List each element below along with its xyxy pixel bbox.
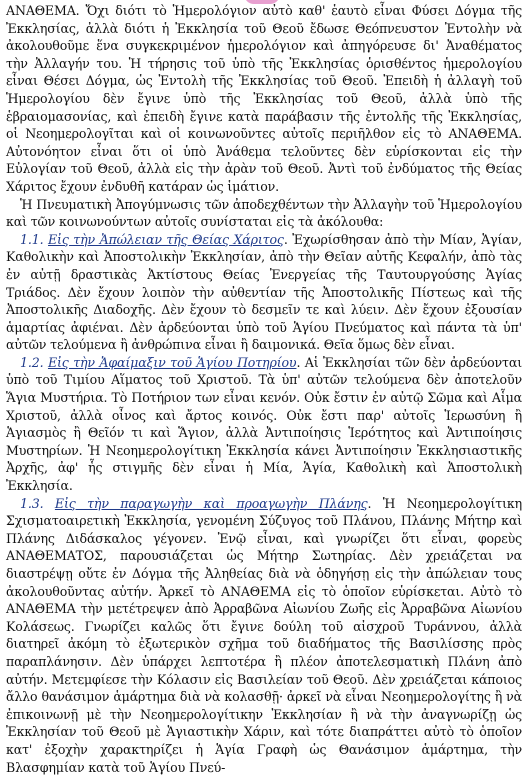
section-heading: Εἰς τὴν παραγωγὴν καὶ προαγωγὴν Πλάνης: [54, 495, 368, 511]
section-number: 1.1.: [20, 231, 44, 247]
section-heading: Εἰς τὴν Ἀφαίμαξιν τοῦ Ἁγίου Ποτηρίου: [47, 354, 297, 370]
section-1-3: [6, 495, 522, 776]
section-body: . Αἱ Ἐκκλησίαι τῶν δὲν ἀρδεύονται ὑπὸ τοῦ Τιμίου Αἵματος τοῦ Χριστοῦ. Τὰ ὑπ' αὐτῶν τελούμενα δὲν ἀποτελοῦν Ἅγια Μυστήρια. Τὸ Ποτήριον των εἶναι κενόν. Οὐκ ἔστιν ἐν αὐτῷ Σῶμα καὶ Αἷμα Χριστοῦ, ἀλλὰ οἶνος καὶ ἄρτος κοινός. Οὐκ ἔστι παρ' αὐτοῖς Ἱερωσύνη ἢ Ἁγιασμὸς ἢ Θεῖόν τι καὶ Ἅγιον, ἀλλὰ Ἀντιποίησις Ἱερότητος καὶ Ἀντιποίησις Μυστηρίων. Ἡ Νεοημερολογίτικη Ἐκκλησία κάνει Ἀντιποίησιν Ἐκκλησιαστικῆς Ἀρχῆς, ἀφ' ἧς στιγμῆς δὲν εἶναι ἡ Μία, Ἁγία, Καθολικὴ καὶ Ἀποστολικὴ Ἐκκλησία.: [6, 354, 523, 494]
section-1-1: [6, 231, 522, 354]
section-number: 1.3.: [20, 495, 44, 511]
section-body: . Ἐχωρίσθησαν ἀπὸ τὴν Μίαν, Ἁγίαν, Καθολικὴν καὶ Ἀποστολικὴν Ἐκκλησίαν, ἀπὸ τὴν Θεῖαν αὐτῆς Κεφαλήν, ἀπὸ τὰς ἐν αὐτῇ δραστικὰς Ἀκτίστους Θείας Ἐνεργείας τῆς Ταυτουργούσης Ἁγίας Τριάδος. Δὲν ἔχουν λοιπὸν τὴν αὐθεντίαν τῆς Ἀποστολικῆς Πίστεως καὶ τῆς Ἀποστολικῆς Διαδοχῆς. Δὲν ἔχουν τὸ δεσμεῖν τε καὶ λύειν. Δὲν ἔχουν ἐξουσίαν ἁμαρτίας ἀφιέναι. Δὲν ἀρδεύονται ὑπὸ τοῦ Ἁγίου Πνεύματος καὶ πάντα τὰ ὑπ' αὐτῶν τελούμενα ἢ ἀνθρώπινα εἶναι ἢ δαιμονικά. Θεῖα ὅμως δὲν εἶναι.: [6, 231, 523, 353]
document-page: [6, 2, 522, 776]
section-heading: Εἰς τὴν Ἀπώλειαν τῆς Θείας Χάριτος: [48, 231, 284, 247]
paragraph-anathema: ΑΝΑΘΕΜΑ. Ὄχι διότι τὸ Ἡμερολόγιον αὐτὸ καθ' ἑαυτὸ εἶναι Φύσει Δόγμα τῆς Ἐκκλησίας, ἀλλὰ διότι ἡ Ἐκκλησία τοῦ Θεοῦ ἔδωσε Θεόπνευστον Ἐντολὴν νὰ ἀκολουθοῦμε ἕνα συγκεκριμένον ἡμερολόγιον καὶ ἀπηγόρευσε δι' Ἀναθέματος τὴν Ἀλλαγήν του. Ἡ τήρησις τοῦ ὑπὸ τῆς Ἐκκλησίας ὁρισθέντος ἡμερολογίου εἶναι Θέσει Δόγμα, ὡς Ἐντολὴ τῆς Ἐκκλησίας τοῦ Θεοῦ. Ἐπειδὴ ἡ ἀλλαγὴ τοῦ Ἡμερολογίου δὲν ἔγινε ὑπὸ τῆς Ἐκκλησίας τοῦ Θεοῦ, ἀλλὰ ὑπὸ τῆς ἑβραιομασονίας, καὶ ἐπειδὴ ἔγινε κατὰ παράβασιν τῆς ἐντολῆς τῆς Ἐκκλησίας, οἱ Νεοημερολογῖται καὶ οἱ κοινωνοῦντες αὐτοῖς περιῆλθον εἰς τὸ ΑΝΑΘΕΜΑ. Αὐτονόητον εἶναι ὅτι οἱ ὑπὸ Ἀνάθεμα τελοῦντες δὲν εὑρίσκονται εἰς τὴν Εὐλογίαν τοῦ Θεοῦ, ἀλλὰ εἰς τὴν ἀρὰν τοῦ Θεοῦ. Ἀντὶ τοῦ ἐνδύματος τῆς Θείας Χάριτος ἔχουν ἐνδυθῆ κατάραν ὡς ἱμάτιον.: [6, 3, 522, 194]
section-body: . Ἡ Νεοημερολογίτικη Σχισματοαιρετικὴ Ἐκκλησία, γενομένη Σύζυγος τοῦ Πλάνου, Πλάνης Μήτηρ καὶ Πλάνης Διδάσκαλος γέγονεν. Ἐνῷ εἶναι, καὶ γνωρίζει ὅτι εἶναι, φορεὺς ΑΝΑΘΕΜΑΤΟΣ, παρουσιάζεται ὡς Μήτηρ Σωτηρίας. Δὲν χρειάζεται να διαστρέψῃ οὔτε ἐν Δόγμα τῆς Ἀληθείας διὰ νὰ ὁδηγήσῃ εἰς τὴν ἀπώλειαν τους ἀκολουθοῦντας αὐτήν. Ἀρκεῖ τὸ ΑΝΑΘΕΜΑ εἰς τὸ ὁποῖον εὑρίσκεται. Αὐτὸ τὸ ΑΝΑΘΕΜΑ τὴν μετέτρεψεν ἀπὸ Ἀρραβῶνα Αἰωνίου Ζωῆς εἰς Ἀρραβῶνα Αἰωνίου Κολάσεως. Γνωρίζει καλῶς ὅτι ἔγινε δούλη τοῦ αἰσχροῦ Τυράννου, ἀλλὰ διατηρεῖ ἀκόμη τὸ ἐξωτερικὸν σχῆμα τοῦ διαδήματος τῆς Βασιλίσσης πρὸς παραπλάνησιν. Δὲν ὑπάρχει λεπτοτέρα ἢ πλέον ἀποτελεσματικὴ Πλάνη ἀπὸ αὐτήν. Μετεμφίεσε τὴν Κόλασιν εἰς Βασιλείαν τοῦ Θεοῦ. Δὲν χρειάζεται κάποιος ἄλλο θανάσιμον ἁμάρτημα διὰ νὰ κολασθῇ· ἀρκεῖ νὰ εἶναι Νεοημερολογίτης ἢ νὰ ἐπικοινωνῇ μὲ τὴν Νεοημερολογίτικην Ἐκκλησίαν ἢ νὰ τὴν ἀναγνωρίζῃ ὡς Ἐκκλησίαν τοῦ Θεοῦ μὲ Ἁγιαστικὴν Χάριν, καὶ τότε διαπράττει αὐτὸ τὸ ὁποῖον κατ' ἐξοχὴν χαρακτηρίζει ἡ Ἁγία Γραφὴ ὡς Θανάσιμον ἁμάρτημα, τὴν Βλασφημίαν κατὰ τοῦ Ἁγίου Πνεύ-: [6, 495, 522, 775]
paragraph-intro: Ἡ Πνευματικὴ Ἀπογύμνωσις τῶν ἀποδεχθέντων τὴν Ἀλλαγὴν τοῦ Ἡμερολογίου καὶ τῶν κοινωνούντων αὐτοῖς συνίσταται εἰς τὰ ἀκόλουθα:: [6, 196, 522, 230]
section-number: 1.2.: [20, 354, 44, 370]
section-1-2: [6, 354, 522, 495]
